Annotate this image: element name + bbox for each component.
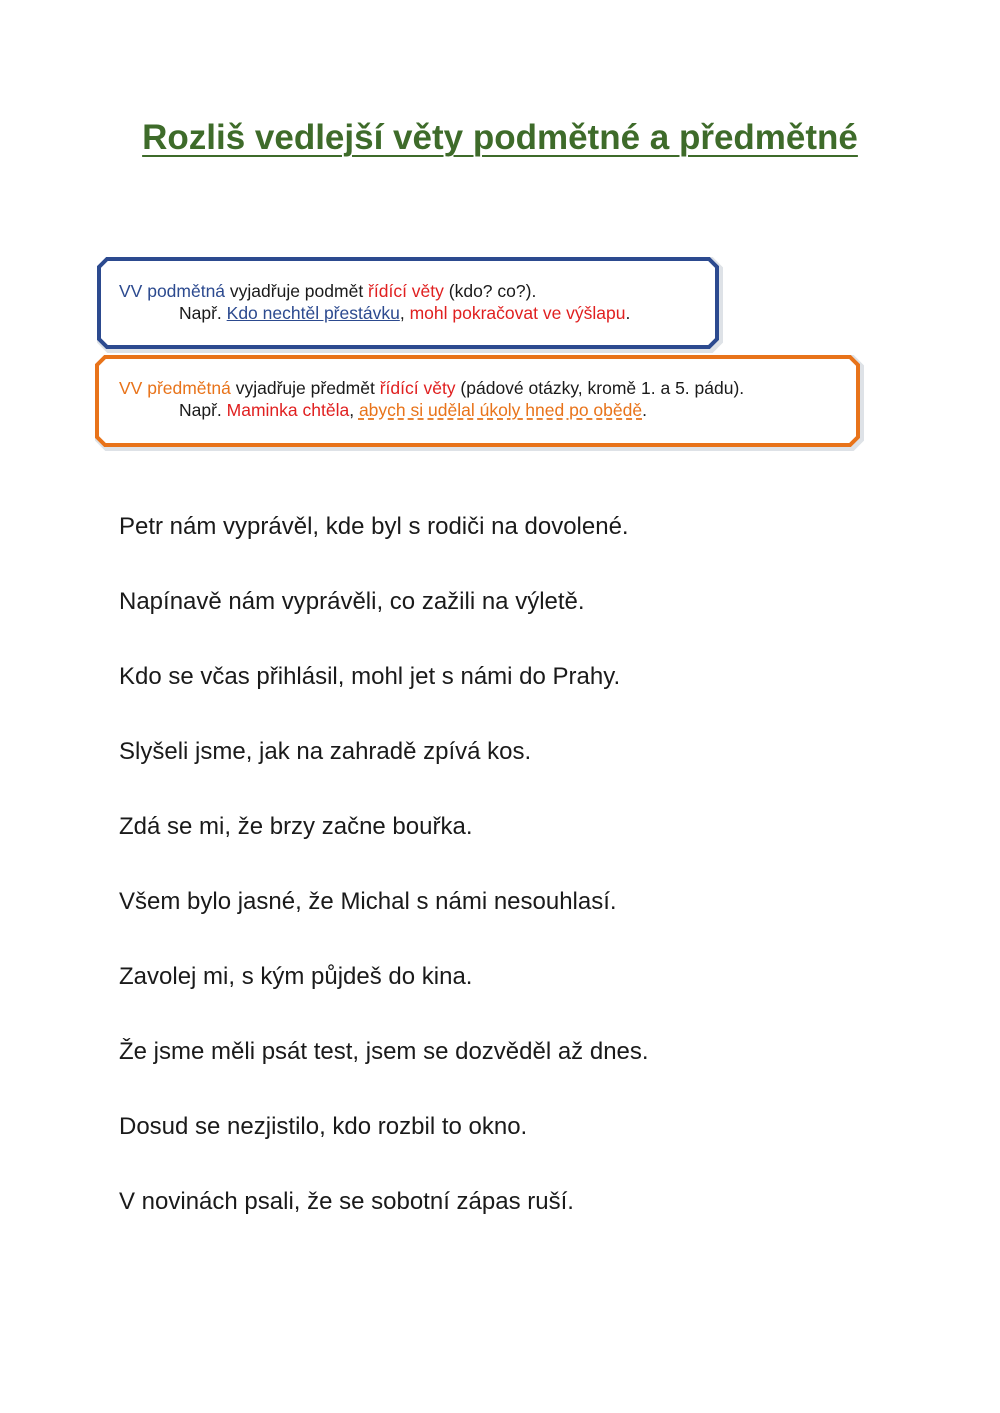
exercise-sentence: V novinách psali, že se sobotní zápas ruší.	[119, 1188, 574, 1215]
subject-clause-info-box	[97, 257, 722, 349]
object-example: Např. Maminka chtěla, abych si udělal úkoly hned po obědě.	[179, 400, 647, 420]
subject-box-text: VV podmětná vyjadřuje podmět řídící věty (kdo? co?). Např. Kdo nechtěl přestávku, mohl pokračovat ve výšlapu.	[119, 281, 631, 323]
exercise-sentence: Napínavě nám vyprávěli, co zažili na výletě.	[119, 588, 585, 615]
subject-example: Např. Kdo nechtěl přestávku, mohl pokračovat ve výšlapu.	[179, 303, 631, 323]
subject-term: VV podmětná	[119, 281, 226, 301]
exercise-sentence: Zavolej mi, s kým půjdeš do kina.	[119, 963, 473, 990]
object-term: VV předmětná	[119, 378, 231, 398]
exercise-sentence: Že jsme měli psát test, jsem se dozvěděl až dnes.	[119, 1038, 649, 1065]
object-box-text: VV předmětná vyjadřuje předmět řídící věty (pádové otázky, kromě 1. a 5. pádu). Např. Maminka chtěla, abych si udělal úkoly hned po obědě.	[119, 378, 745, 420]
subject-example-main: mohl pokračovat ve výšlapu	[409, 303, 626, 323]
exercise-sentence: Zdá se mi, že brzy začne bouřka.	[119, 813, 473, 840]
exercise-sentence: Kdo se včas přihlásil, mohl jet s námi do Prahy.	[119, 663, 621, 690]
subject-example-subordinate: Kdo nechtěl přestávku	[226, 303, 400, 323]
main-clause-term: řídící věty	[379, 378, 456, 398]
main-clause-term: řídící věty	[368, 281, 444, 301]
exercise-sentences	[119, 508, 919, 1258]
exercise-sentence: Petr nám vyprávěl, kde byl s rodiči na dovolené.	[119, 513, 629, 540]
object-example-main: Maminka chtěla	[226, 400, 350, 420]
exercise-sentence: Všem bylo jasné, že Michal s námi nesouhlasí.	[119, 888, 617, 915]
exercise-sentence: Dosud se nezjistilo, kdo rozbil to okno.	[119, 1113, 528, 1140]
page-title: Rozliš vedlejší věty podmětné a předmětné	[142, 118, 858, 157]
object-clause-info-box	[95, 355, 863, 447]
object-example-subordinate: abych si udělal úkoly hned po obědě	[358, 400, 643, 420]
exercise-sentence: Slyšeli jsme, jak na zahradě zpívá kos.	[119, 738, 532, 765]
